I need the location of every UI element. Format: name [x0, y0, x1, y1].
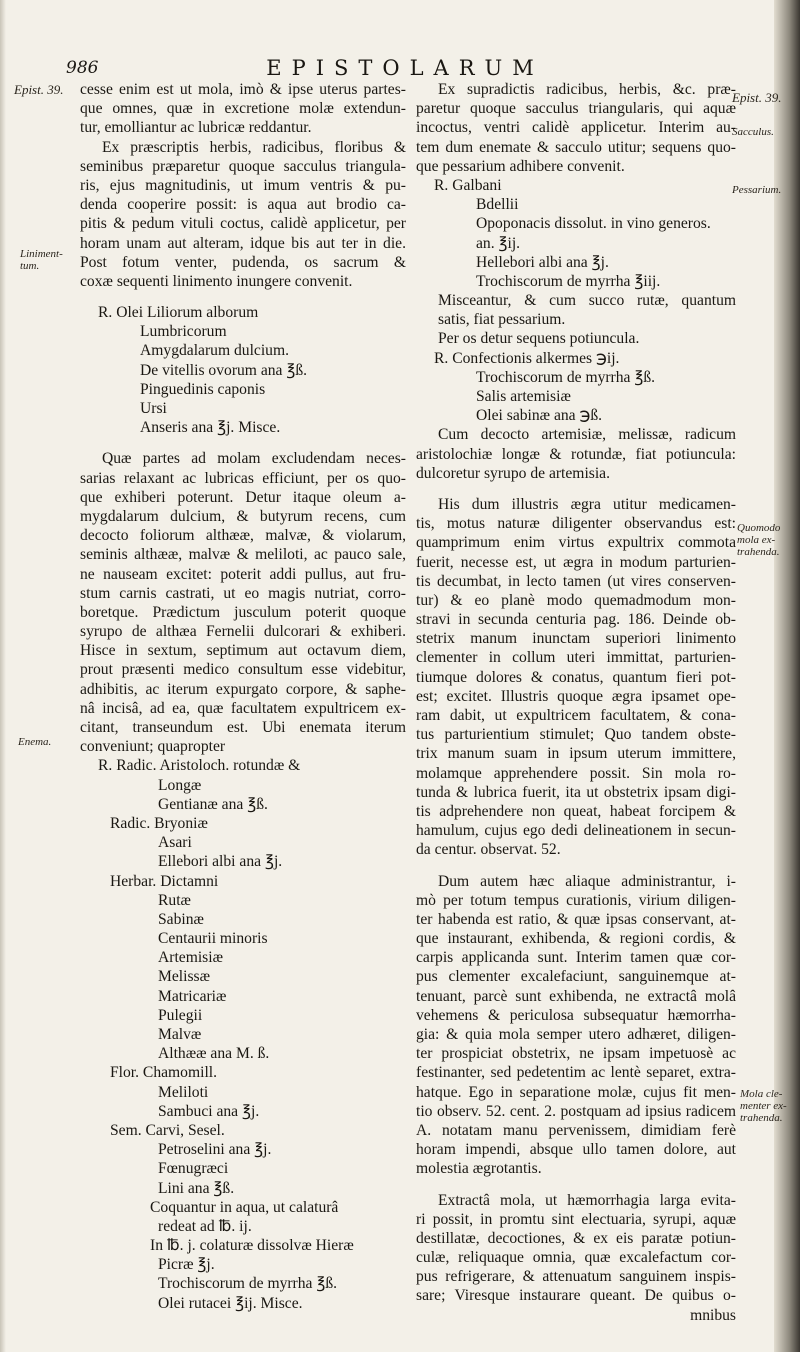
text-line: denda cooperire possit: is aqua aut brodio ca- — [80, 196, 406, 214]
text-line: vehemens & periculosa subsequatur hæmorrha- — [416, 1006, 736, 1024]
paragraph-gap — [416, 1179, 736, 1191]
text-line: pus refrigerare, & attenuatum sanguinem inspis- — [416, 1268, 736, 1286]
text-line: clementer in collum uteri immittat, parturien- — [416, 649, 736, 667]
text-line: que pessarium adhibere convenit. — [416, 157, 625, 175]
text-line: hamulum, cujus ego dedi delineationem in secun- — [416, 822, 736, 840]
text-line: Opoponacis dissolut. in vino generos. — [476, 215, 711, 233]
text-line: tem dum enemate & sacculo utitur; sequens quo- — [416, 138, 736, 156]
text-line: est; excitet. Illustris quoque ægra ipsamet ope- — [416, 687, 736, 705]
page-header — [0, 58, 800, 82]
paragraph-gap — [416, 483, 736, 495]
right-text-column — [416, 80, 736, 1325]
margin-note-pessarium: Pessarium. — [732, 184, 782, 196]
text-line: Sem. Carvi, Sesel. — [110, 1121, 225, 1139]
text-line: R. Confectionis alkermes ℈ij. — [434, 349, 620, 367]
text-line: Petroselini ana ℥j. — [158, 1141, 272, 1159]
text-line: tis adprehendere non queat, habeat forcipem & — [416, 802, 736, 820]
text-line: mò per totum tempus curationis, virium diligen- — [416, 891, 736, 909]
text-line: R. Galbani — [434, 176, 502, 194]
text-line: molamque apprehendere possit. Sin mola ro- — [416, 764, 736, 782]
text-line: Lumbricorum — [140, 323, 227, 341]
text-line: festinanter, sed pedetentim ac lentè separet, extra- — [416, 1064, 736, 1082]
text-line: Coquantur in aqua, ut calaturâ — [150, 1198, 339, 1216]
margin-note-epist-left: Epist. 39. — [14, 82, 64, 97]
text-line: Lini ana ℥ß. — [158, 1179, 235, 1197]
text-line: Flor. Chamomill. — [110, 1064, 218, 1082]
text-line: fuerit, necesse est, ut ægra in modum parturien- — [416, 553, 736, 571]
text-line: tur) & eo planè modo quemadmodum mon- — [416, 591, 736, 609]
text-line: tis, motus naturæ diligenter observandus est: — [416, 515, 736, 533]
margin-note-epist-right: Epist. 39. — [732, 90, 782, 105]
text-line: sare; Viresque instaurare queant. De quibus o- — [416, 1287, 736, 1305]
text-line: culæ, reliquaque omnia, quæ excalefactum cor- — [416, 1249, 736, 1267]
margin-note-quomodo: Quomodo mola ex- trahenda. — [737, 522, 781, 558]
text-line: da centur. observat. 52. — [416, 841, 561, 859]
text-line: nâ incisâ, ad ea, quæ facultatem expultricem ex- — [80, 699, 406, 717]
text-line: carpis applicanda sunt. Interim tamen quæ cor- — [416, 949, 736, 967]
running-title: EPISTOLARUM — [266, 56, 544, 80]
text-line: tunda & lubrica fuerit, ita ut obstetrix ipsam digi- — [416, 783, 736, 801]
text-line: R. Radic. Aristoloch. rotundæ & — [98, 757, 301, 775]
text-line: decocto foliorum althææ, malvæ, & violarum, — [80, 527, 406, 545]
text-line: pitis & pedum vituli coctus, calidè applicetur, per — [80, 215, 406, 233]
text-line: stetrix manum inunctam superiori linimento — [416, 630, 736, 648]
text-line: satis, fiat pessarium. — [438, 311, 566, 329]
margin-note-sacculus: Sacculus. — [732, 126, 774, 138]
text-line: Fœnugræci — [158, 1160, 229, 1178]
text-line: Ex præscriptis herbis, radicibus, floribus & — [102, 138, 406, 156]
text-line: pus clementer excalefaciunt, sanguinemque at- — [416, 968, 736, 986]
text-line: Althææ ana M. ß. — [158, 1045, 270, 1063]
paragraph-gap — [416, 860, 736, 872]
text-line: gia: & quia mola semper utero adhæret, diligen- — [416, 1026, 736, 1043]
text-line: mnibus — [690, 1306, 736, 1324]
text-line: sarias relaxant ac lubricas efficiunt, per os quo- — [80, 469, 406, 487]
text-line: Herbar. Dictamni — [110, 872, 219, 890]
text-line: prout præsenti medico consultum esse videbitur, — [80, 661, 406, 679]
text-line: quamprimum enim virtus expultrix commota — [416, 534, 736, 552]
paragraph-gap — [80, 291, 406, 303]
text-line: Malvæ — [158, 1026, 202, 1043]
text-line: Olei rutacei ℥ij. Misce. — [158, 1294, 303, 1312]
text-line: incoctus, ventri calidè applicetur. Interim au- — [416, 119, 736, 137]
text-line: syrupo de althæa Fernelii dulcorari & exhiberi. — [80, 623, 406, 641]
text-line: seminibus præparetur quoque sacculus triangula- — [80, 157, 406, 175]
text-line: Asari — [158, 834, 192, 852]
left-text-column — [80, 80, 406, 1313]
text-line: Melissæ — [158, 968, 210, 986]
text-line: Pinguedinis caponis — [140, 380, 266, 398]
text-line: Artemisiæ — [158, 949, 223, 967]
text-line: In ℔. j. colaturæ dissolvæ Hieræ — [150, 1237, 354, 1255]
text-line: boretque. Prædictum jusculum poterit quoque — [80, 603, 406, 621]
text-line: Trochiscorum de myrrha ℥iij. — [476, 272, 661, 290]
text-line: tur, emolliantur ac lubricæ reddantur. — [80, 119, 312, 137]
text-line: molestia ægrotantis. — [416, 1160, 542, 1178]
text-line: tio observ. 52. cent. 2. postquam ad ipsius radicem — [416, 1102, 736, 1120]
text-line: dulcoretur syrupo de artemisia. — [416, 464, 610, 482]
text-line: mygdalarum dulcium, & butyrum recens, cum — [80, 507, 406, 525]
text-line: tis decumbat, in lecto tamen (ut vires conserven- — [416, 572, 736, 590]
text-line: aristolochiæ longæ & rotundæ, fiat potiuncula: — [416, 445, 736, 463]
text-line: Ursi — [140, 400, 167, 417]
text-line: tus parturientium stimulet; Quo tandem obste- — [416, 726, 736, 744]
text-line: an. ℥ij. — [476, 234, 521, 252]
text-line: adhibitis, ac iterum expurgato corpore, & saphe- — [80, 680, 406, 698]
text-line: ter habenda est ratio, & quæ ipsas conservant, at- — [416, 910, 736, 928]
text-line: cesse enim est ut mola, imò & ipse uterus partes- — [80, 81, 406, 98]
text-line: tenuant, parcè sunt exhibenda, ne extractâ molâ — [416, 987, 736, 1005]
text-line: Radic. Bryoniæ — [110, 814, 208, 832]
text-line: destillatæ, decoctiones, & ex eis paratæ potiun- — [416, 1229, 736, 1247]
text-line: Hisce in sextum, septimum aut octavum diem, — [80, 642, 406, 660]
text-line: Trochiscorum de myrrha ℥ß. — [158, 1275, 338, 1293]
text-line: horam impendi, absque ullo tamen dolore, aut — [416, 1141, 736, 1159]
text-line: Hellebori albi ana ℥j. — [476, 253, 609, 271]
text-line: horam unam aut alteram, idque bis aut ter in die. — [80, 234, 406, 252]
text-line: que instaurant, exhibenda, & regioni cordis, & — [416, 930, 736, 948]
text-line: Matricariæ — [158, 987, 227, 1005]
text-line: stravi in secunda centuria pag. 186. Deinde ob- — [416, 611, 736, 629]
text-line: His dum illustris ægra utitur medicamen- — [438, 495, 736, 513]
paragraph-gap — [80, 437, 406, 449]
margin-note-liniment: Liniment- tum. — [20, 248, 63, 272]
text-line: Pulegii — [158, 1006, 203, 1024]
text-line: ri possit, in promtu sint electuaria, syrupi, aquæ — [416, 1210, 736, 1228]
text-line: Centaurii minoris — [158, 930, 268, 948]
text-line: Gentianæ ana ℥ß. — [158, 795, 268, 813]
page-number: 986 — [66, 58, 99, 78]
text-line: stum carnis castrati, ut eo magis nutriat, corro- — [80, 584, 406, 602]
page-edge-shadow — [774, 0, 800, 1352]
text-line: Picræ ℥j. — [158, 1256, 215, 1274]
text-line: Quæ partes ad molam excludendam neces- — [102, 450, 406, 468]
text-line: Extractâ mola, ut hæmorrhagia larga evita- — [438, 1191, 736, 1209]
text-line: R. Olei Liliorum alborum — [98, 304, 259, 322]
text-line: Ex supradictis radicibus, herbis, &c. præ- — [438, 81, 736, 98]
text-line: Sabinæ — [158, 910, 204, 928]
text-line: Post fotum venter, pudenda, os sacrum & — [80, 253, 406, 271]
text-line: ter prospiciat obstetrix, ne ipsam impetuosè ac — [416, 1045, 736, 1063]
text-line: ram dabit, ut expultricem facultatem, & cona- — [416, 707, 736, 724]
text-line: seminis althææ, malvæ & meliloti, ac pauco sale, — [80, 546, 406, 564]
text-line: A. notatam manu pervenissem, dimidiam ferè — [416, 1121, 736, 1139]
text-line: De vitellis ovorum ana ℥ß. — [140, 361, 308, 379]
text-line: Bdellii — [476, 196, 519, 214]
text-line: conveniunt; quapropter — [80, 738, 226, 756]
page-gutter-shadow — [0, 0, 6, 1352]
text-line: tiumque dolores & conatus, quantum fieri pot- — [416, 668, 736, 686]
text-line: coxæ sequenti linimento inungere convenit. — [80, 272, 353, 290]
text-line: Meliloti — [158, 1083, 209, 1101]
text-line: Salis artemisiæ — [476, 388, 571, 405]
margin-note-mola-clementer: Mola cle- menter ex- trahenda. — [740, 1088, 787, 1124]
text-line: paretur quoque sacculus triangularis, qui aquæ — [416, 100, 736, 118]
text-line: redeat ad ℔. ij. — [158, 1217, 252, 1235]
margin-note-enema: Enema. — [18, 736, 52, 748]
text-line: Sambuci ana ℥j. — [158, 1102, 260, 1120]
text-line: ris, ejus magnitudinis, ut imum ventris & pu- — [80, 176, 406, 194]
text-line: Anseris ana ℥j. Misce. — [140, 419, 281, 437]
text-line: Longæ — [158, 776, 202, 794]
text-line: ne nauseam excitet: poterit addi pullus, aut fru- — [80, 565, 406, 583]
text-line: Olei sabinæ ana ℈ß. — [476, 407, 603, 425]
text-line: citant, transeundum est. Ubi enemata iterum — [80, 719, 406, 736]
text-line: trix manum suam in ipsum uterum immittere, — [416, 745, 736, 763]
text-line: Amygdalarum dulcium. — [140, 342, 289, 360]
text-line: hatque. Ego in separatione molæ, cujus fit men- — [416, 1083, 736, 1101]
text-line: que omnes, quæ in excretione molæ extendun- — [80, 100, 406, 118]
text-line: Cum decocto artemisiæ, melissæ, radicum — [438, 426, 736, 444]
text-line: que exhiberi poterunt. Detur itaque oleum a- — [80, 488, 406, 506]
text-line: Dum autem hæc aliaque administrantur, i- — [438, 872, 736, 890]
text-line: Ellebori albi ana ℥j. — [158, 853, 283, 871]
text-line: Misceantur, & cum succo rutæ, quantum — [438, 292, 736, 310]
text-line: Rutæ — [158, 891, 191, 909]
text-line: Per os detur sequens potiuncula. — [438, 330, 640, 348]
text-line: Trochiscorum de myrrha ℥ß. — [476, 368, 656, 386]
